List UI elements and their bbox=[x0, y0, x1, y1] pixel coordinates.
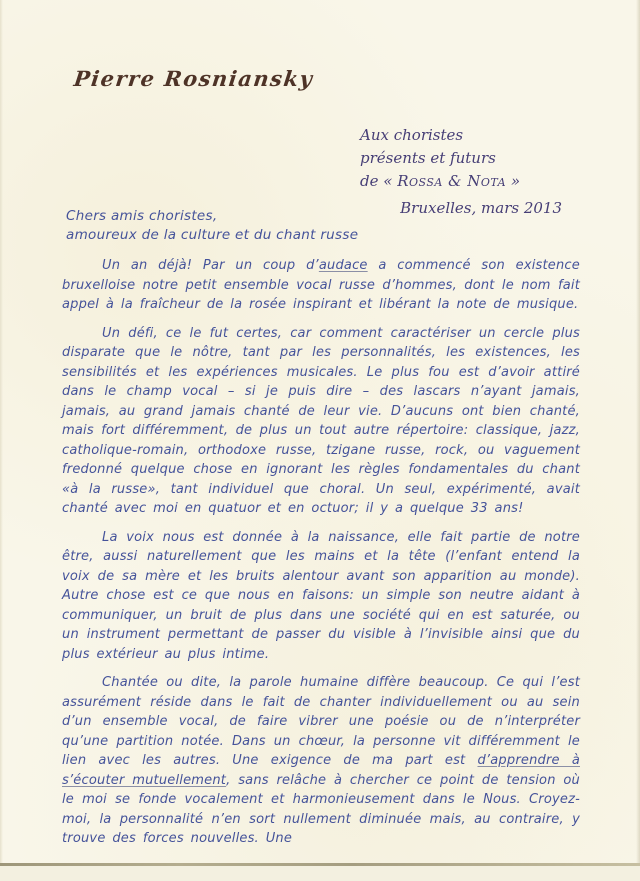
place-and-date: Bruxelles, mars 2013 bbox=[400, 199, 562, 217]
letter-body bbox=[62, 256, 580, 858]
author-name: Pierre Rosniansky bbox=[72, 66, 315, 91]
ensemble-name: Rossa & Nota bbox=[397, 172, 507, 190]
recipient-line-3-prefix: de « bbox=[360, 172, 398, 190]
paragraph-1-text: Un an déjà! Par un coup d’ bbox=[102, 258, 319, 273]
scan-right-edge bbox=[636, 0, 640, 881]
scan-bottom-strip bbox=[0, 866, 640, 881]
recipient-block bbox=[360, 124, 520, 193]
paragraph-1 bbox=[62, 256, 580, 315]
salutation-block bbox=[66, 207, 358, 245]
paragraph-1-text-end: a commencé son existence bruxelloise notre petit ensemble vocal russe d’hommes, dont le nom fait appel à la fraîcheur de la rosée inspirant et libérant la note de musique. bbox=[62, 258, 580, 312]
salutation-line-2: amoureux de la culture et du chant russe bbox=[66, 227, 359, 243]
paragraph-1-underlined-word: audace bbox=[318, 258, 368, 273]
paragraph-4-text-end: , sans relâche à chercher ce point de tension où le moi se fonde vocalement et harmonieusement dans le Nous. Croyez-moi, la personnalité n’en sort nullement diminuée mais, au contraire, y trouve des forces nouvelles. Une bbox=[62, 772, 580, 846]
paragraph-4-text: Chantée ou dite, la parole humaine diffère beaucoup. Ce qui l’est assurément réside dans le fait de chanter individuellement ou au sein d’un ensemble vocal, de faire vibrer une poésie ou de n’interpréter qu’une partition notée. Dans un chœur, la personne vit différemment le lien avec les autres. Une exigence de ma part est bbox=[62, 675, 580, 768]
recipient-line-3 bbox=[360, 170, 520, 193]
paragraph-4-underlined-phrase: d’apprendre à s’écouter mutuellement bbox=[62, 753, 580, 788]
scan-left-edge bbox=[0, 0, 3, 881]
paragraph-3: La voix nous est donnée à la naissance, elle fait partie de notre être, aussi naturellement que les mains et la tête (l’enfant entend la voix de sa mère et les bruits alentour avant son apparition au monde). Autre chose est ce que nous en faisons: un simple son neutre aidant à communiquer, un bruit de plus dans une société qui en est saturée, ou un instrument permettant de passer du visible à l’invisible ainsi que du plus extérieur au plus intime. bbox=[62, 529, 580, 662]
paragraph-4 bbox=[62, 673, 580, 849]
recipient-line-1: Aux choristes bbox=[360, 126, 464, 144]
salutation-line-1: Chers amis choristes, bbox=[66, 208, 218, 224]
paragraph-2: Un défi, ce le fut certes, car comment caractériser un cercle plus disparate que le nôtre, tant par les personnalités, les existences, les sensibilités et les expériences musicales. Le plus fou est d’avoir attiré dans le champ vocal – si je puis dire – des lascars n’ayant jamais, jamais, au grand jamais chanté de leur vie. D’aucuns ont bien chanté, mais fort différemment, de plus un tout autre répertoire: classique, jazz, catholique-romain, orthodoxe russe, tzigane russe, rock, ou vaguement fredonné quelque chose en ignorant les règles fondamentales du chant «à la russe», tant individuel que choral. Un seul, expérimenté, avait chanté avec moi en quatuor et en octuor; il y a quelque 33 ans! bbox=[62, 325, 580, 516]
recipient-line-3-suffix: » bbox=[506, 172, 521, 190]
recipient-line-2: présents et futurs bbox=[360, 149, 496, 167]
